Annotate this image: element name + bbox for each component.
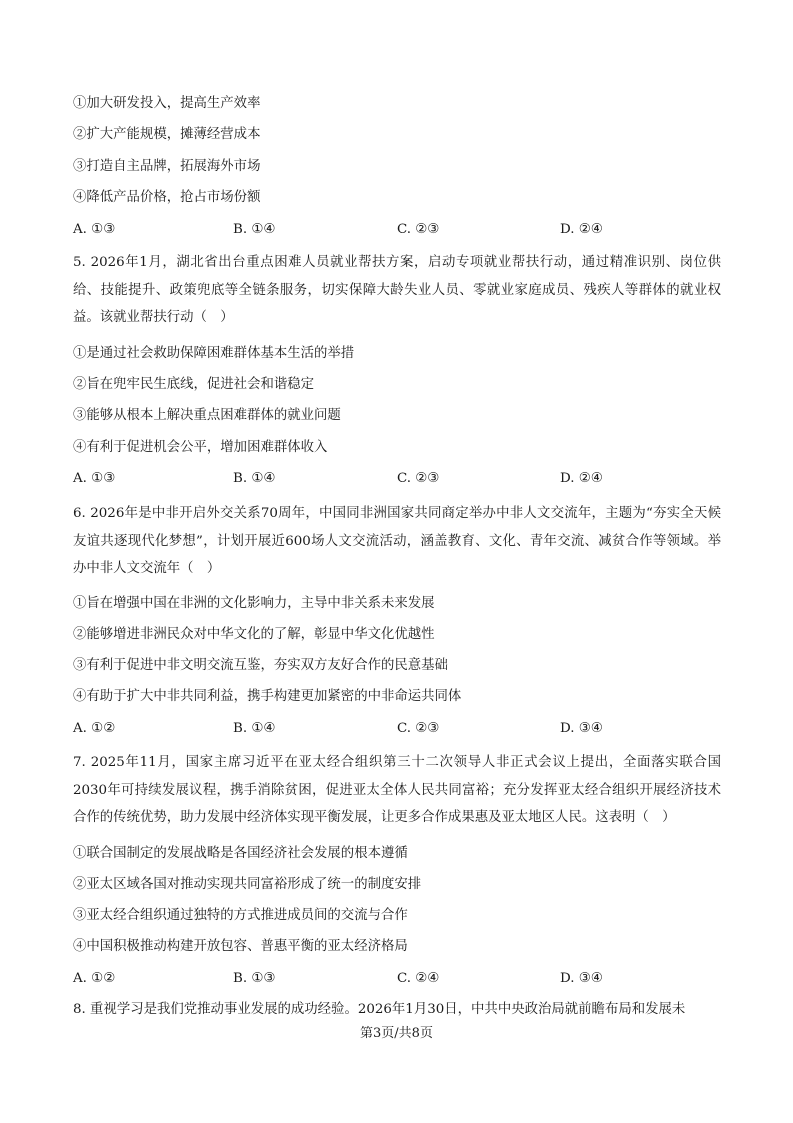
q6-options xyxy=(73,719,713,739)
q6-stem: 6. 2026年是中非开启外交关系70周年，中国同非洲国家共同商定举办中非人文交流年，主题为“夯实全天候友谊共逐现代化梦想”，计划开展近600场人文交流活动，涵盖教育、文化、青年交流、减贫合作等领域。举办中非人文交流年（ ） xyxy=(73,506,721,576)
q5-stem: 5. 2026年1月，湖北省出台重点困难人员就业帮扶方案，启动专项就业帮扶行动，通过精准识别、岗位供给、技能提升、政策兜底等全链条服务，切实保障大龄失业人员、零就业家庭成员、残疾人等群体的就业权益。该就业帮扶行动（ ） xyxy=(73,255,721,325)
q5-options xyxy=(73,469,713,489)
page-footer: 第3页/共8页 xyxy=(360,1026,433,1041)
q6-option-d[interactable]: D. ③④ xyxy=(560,721,603,736)
q7-statement-2: ②亚太区域各国对推动实现共同富裕形成了统一的制度安排 xyxy=(73,877,422,892)
q4-statement-1: ①加大研发投入，提高生产效率 xyxy=(73,96,261,111)
q4-option-a[interactable]: A. ①③ xyxy=(73,222,116,237)
q8-stem: 8. 重视学习是我们党推动事业发展的成功经验。2026年1月30日，中共中央政治局就前瞻布局和发展未 xyxy=(73,1002,686,1017)
q6-statement-3: ③有利于促进中非文明交流互鉴，夯实双方友好合作的民意基础 xyxy=(73,658,448,673)
q4-option-b[interactable]: B. ①④ xyxy=(233,222,276,237)
q5-statement-4: ④有利于促进机会公平，增加困难群体收入 xyxy=(73,440,328,455)
q5-statement-3: ③能够从根本上解决重点困难群体的就业问题 xyxy=(73,408,341,423)
q4-statement-4: ④降低产品价格，抢占市场份额 xyxy=(73,190,261,205)
q7-statement-4: ④中国积极推动构建开放包容、普惠平衡的亚太经济格局 xyxy=(73,939,408,954)
q4-options xyxy=(73,220,713,240)
q5-option-d[interactable]: D. ②④ xyxy=(560,471,603,486)
q4-statement-2: ②扩大产能规模，摊薄经营成本 xyxy=(73,127,261,142)
q6-option-c[interactable]: C. ②③ xyxy=(397,721,440,736)
q6-statement-1: ①旨在增强中国在非洲的文化影响力，主导中非关系未来发展 xyxy=(73,596,435,611)
q6-option-a[interactable]: A. ①② xyxy=(73,721,116,736)
q7-statement-3: ③亚太经合组织通过独特的方式推进成员间的交流与合作 xyxy=(73,908,408,923)
q7-option-d[interactable]: D. ③④ xyxy=(560,971,603,986)
q4-option-d[interactable]: D. ②④ xyxy=(560,222,603,237)
q5-statement-1: ①是通过社会救助保障困难群体基本生活的举措 xyxy=(73,346,355,361)
q7-option-a[interactable]: A. ①② xyxy=(73,971,116,986)
q5-option-b[interactable]: B. ①④ xyxy=(233,471,276,486)
q6-statement-4: ④有助于扩大中非共同利益，携手构建更加紧密的中非命运共同体 xyxy=(73,689,462,704)
q7-option-c[interactable]: C. ②④ xyxy=(397,971,440,986)
q6-statement-2: ②能够增进非洲民众对中华文化的了解，彰显中华文化优越性 xyxy=(73,627,435,642)
q7-option-b[interactable]: B. ①③ xyxy=(233,971,276,986)
q5-option-c[interactable]: C. ②③ xyxy=(397,471,440,486)
q6-option-b[interactable]: B. ①④ xyxy=(233,721,276,736)
q7-options xyxy=(73,969,713,989)
q4-option-c[interactable]: C. ②③ xyxy=(397,222,440,237)
q5-statement-2: ②旨在兜牢民生底线，促进社会和谐稳定 xyxy=(73,377,315,392)
q4-statement-3: ③打造自主品牌，拓展海外市场 xyxy=(73,159,261,174)
q7-statement-1: ①联合国制定的发展战略是各国经济社会发展的根本遵循 xyxy=(73,846,408,861)
q5-option-a[interactable]: A. ①③ xyxy=(73,471,116,486)
q7-stem: 7. 2025年11月，国家主席习近平在亚太经合组织第三十二次领导人非正式会议上提出，全面落实联合国2030年可持续发展议程，携手消除贫困，促进亚太全体人民共同富裕；充分发挥亚太经合组织开展经济技术合作的传统优势，助力发展中经济体实现平衡发展，让更多合作成果惠及亚太地区人民。这表明（ ） xyxy=(73,755,721,825)
